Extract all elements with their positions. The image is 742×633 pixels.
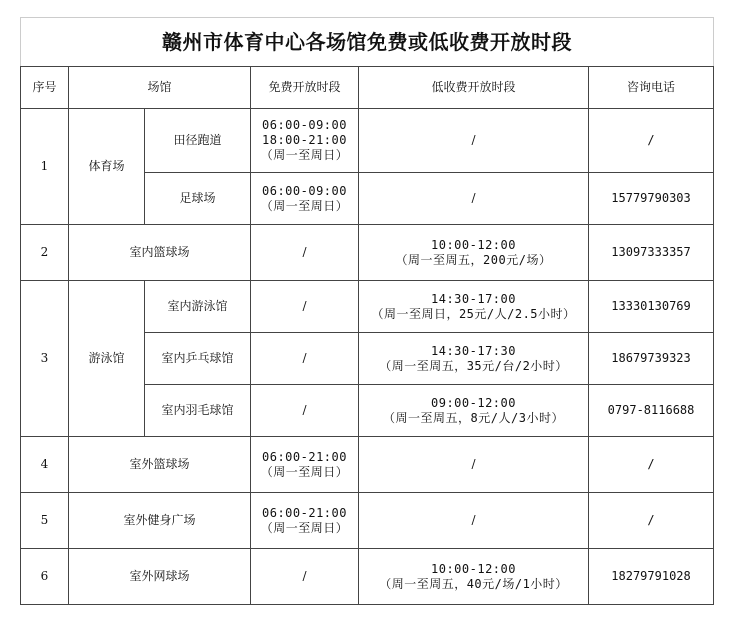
venue-name: 体育场 [69,109,145,225]
row-number: 5 [21,493,69,549]
low-fee-hours: / [359,173,589,225]
sub-venue-name: 室内乒乓球馆 [145,333,251,385]
low-fee-hours: 10:00-12:00 （周一至周五，40元/场/1小时） [359,549,589,605]
header-no: 序号 [21,67,69,109]
row-number: 3 [21,281,69,437]
low-fee-hours: 14:30-17:30 （周一至周五，35元/台/2小时） [359,333,589,385]
row-number: 1 [21,109,69,225]
low-fee-hours: 09:00-12:00 （周一至周五，8元/人/3小时） [359,385,589,437]
low-fee-hours: / [359,437,589,493]
row-number: 6 [21,549,69,605]
free-hours: / [251,549,359,605]
contact-phone: 15779790303 [589,173,714,225]
row-number: 4 [21,437,69,493]
schedule-table [20,17,714,605]
header-free: 免费开放时段 [251,67,359,109]
low-fee-hours: 10:00-12:00 （周一至周五，200元/场） [359,225,589,281]
contact-phone: 13097333357 [589,225,714,281]
contact-phone: / [589,437,714,493]
table-row [21,549,714,605]
free-hours: / [251,333,359,385]
venue-name: 室外健身广场 [69,493,251,549]
row-number: 2 [21,225,69,281]
sub-venue-name: 足球场 [145,173,251,225]
table-row [21,225,714,281]
contact-phone: 0797-8116688 [589,385,714,437]
table-row [21,281,714,333]
free-hours: 06:00-09:00 （周一至周日） [251,173,359,225]
header-phone: 咨询电话 [589,67,714,109]
free-hours: / [251,225,359,281]
venue-name: 室外篮球场 [69,437,251,493]
contact-phone: 18679739323 [589,333,714,385]
table-row [21,437,714,493]
low-fee-hours: / [359,109,589,173]
contact-phone: 18279791028 [589,549,714,605]
sub-venue-name: 田径跑道 [145,109,251,173]
free-hours: 06:00-21:00 （周一至周日） [251,493,359,549]
low-fee-hours: 14:30-17:00 （周一至周日，25元/人/2.5小时） [359,281,589,333]
sub-venue-name: 室内游泳馆 [145,281,251,333]
free-hours: 06:00-21:00 （周一至周日） [251,437,359,493]
venue-name: 室外网球场 [69,549,251,605]
page-title: 赣州市体育中心各场馆免费或低收费开放时段 [21,18,714,67]
sub-venue-name: 室内羽毛球馆 [145,385,251,437]
low-fee-hours: / [359,493,589,549]
header-low: 低收费开放时段 [359,67,589,109]
contact-phone: / [589,493,714,549]
header-row [21,67,714,109]
schedule-sheet [20,17,713,617]
venue-name: 游泳馆 [69,281,145,437]
venue-name: 室内篮球场 [69,225,251,281]
header-venue: 场馆 [69,67,251,109]
free-hours: / [251,385,359,437]
table-row [21,109,714,173]
contact-phone: 13330130769 [589,281,714,333]
free-hours: / [251,281,359,333]
contact-phone: / [589,109,714,173]
free-hours: 06:00-09:00 18:00-21:00 （周一至周日） [251,109,359,173]
table-row [21,493,714,549]
